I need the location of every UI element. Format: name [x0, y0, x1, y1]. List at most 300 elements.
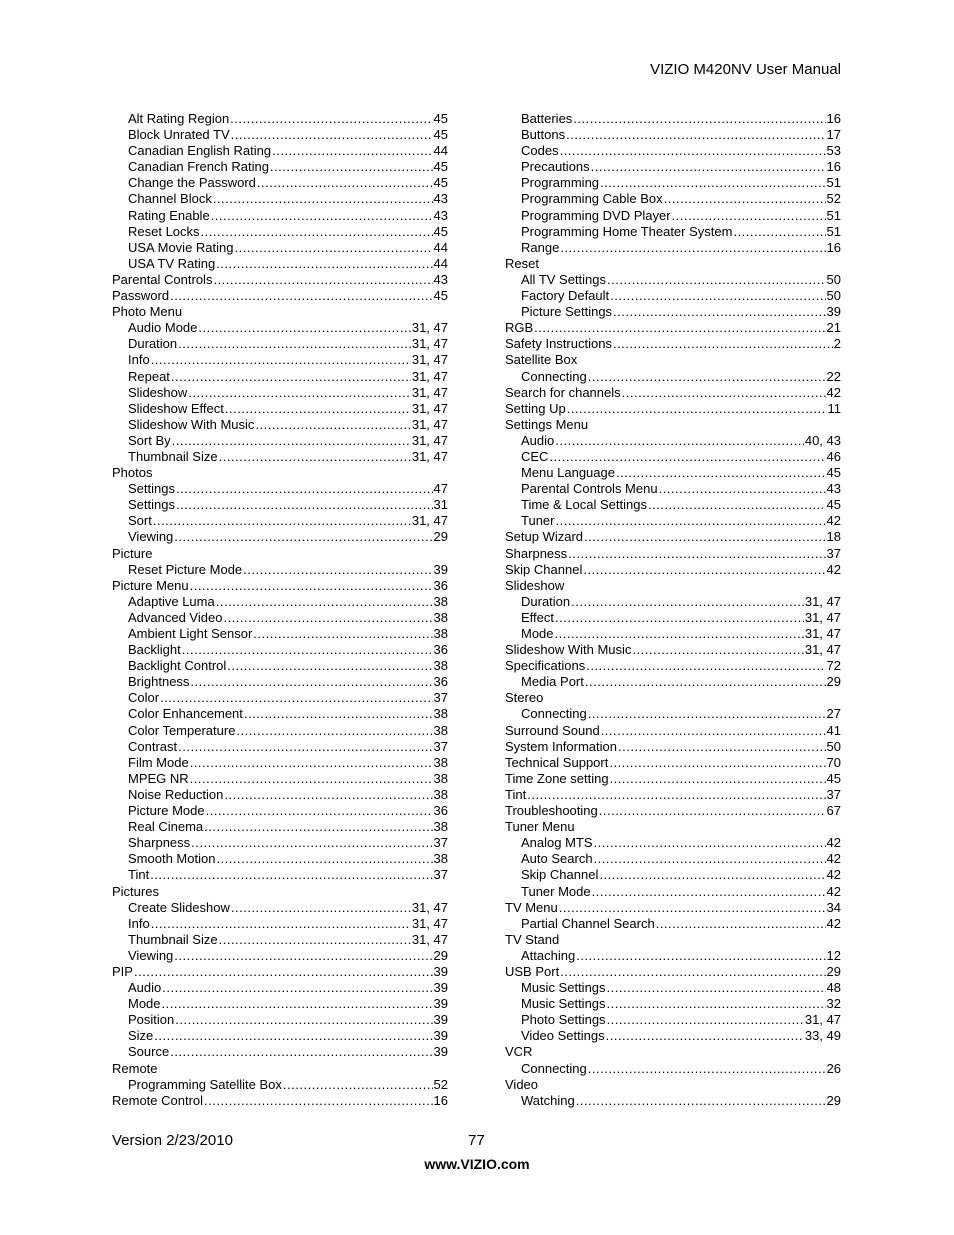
index-subentry [112, 706, 448, 722]
dot-leader [283, 1077, 433, 1093]
index-term: Rating Enable [128, 207, 210, 223]
dot-leader [190, 755, 433, 771]
page-reference: 45 [433, 223, 448, 239]
index-entry [505, 417, 841, 433]
index-subentry [112, 610, 448, 626]
dot-leader [178, 739, 432, 755]
dot-leader [609, 755, 825, 771]
index-subentry [112, 787, 448, 803]
index-term: Block Unrated TV [128, 127, 230, 143]
index-term: All TV Settings [521, 271, 607, 287]
dot-leader [610, 771, 826, 787]
index-entry [505, 642, 841, 658]
page-reference: 31, 47 [804, 642, 841, 658]
dot-leader [567, 401, 827, 417]
page-reference: 38 [433, 706, 448, 722]
index-subentry [112, 594, 448, 610]
index-term: Duration [521, 593, 571, 609]
page-reference: 31, 47 [411, 384, 448, 400]
dot-leader [151, 352, 411, 368]
dot-leader [613, 304, 825, 320]
index-term: Parental Controls Menu [521, 481, 658, 497]
dot-leader [151, 916, 411, 932]
index-entry [505, 385, 841, 401]
index-entry [112, 272, 448, 288]
dot-leader [272, 143, 432, 159]
index-entry [505, 723, 841, 739]
index-subentry [505, 706, 841, 722]
page-reference: 70 [826, 754, 841, 770]
page-reference: 39 [433, 980, 448, 996]
index-term: Tint [128, 867, 150, 883]
page-reference: 50 [826, 738, 841, 754]
index-term: USA Movie Rating [128, 239, 234, 255]
index-subentry [505, 159, 841, 175]
page-reference: 16 [826, 159, 841, 175]
page-reference: 29 [433, 947, 448, 963]
page-reference: 42 [826, 384, 841, 400]
page-reference: 31 [433, 497, 448, 513]
dot-leader [607, 272, 826, 288]
page-reference: 16 [826, 239, 841, 255]
index-entry [505, 755, 841, 771]
dot-leader [198, 320, 410, 336]
page-reference: 51 [826, 223, 841, 239]
website-url: www.VIZIO.com [424, 1156, 530, 1172]
index-term: Sharpness [505, 545, 568, 561]
dot-leader [182, 642, 433, 658]
dot-leader [583, 562, 825, 578]
index-subentry [505, 240, 841, 256]
index-entry [505, 336, 841, 352]
dot-leader [733, 224, 825, 240]
page-reference: 37 [433, 867, 448, 883]
index-subentry [112, 320, 448, 336]
dot-leader [176, 481, 433, 497]
dot-leader [594, 835, 826, 851]
index-subentry [112, 803, 448, 819]
index-term: Stereo [505, 690, 544, 706]
index-subentry [505, 497, 841, 513]
index-term: Thumbnail Size [128, 931, 218, 947]
page-reference: 16 [433, 1092, 448, 1108]
dot-leader [154, 1028, 432, 1044]
index-subentry [112, 191, 448, 207]
page-reference: 31, 47 [411, 432, 448, 448]
index-subentry [112, 996, 448, 1012]
dot-leader [216, 851, 432, 867]
dot-leader [134, 964, 433, 980]
dot-leader [223, 610, 432, 626]
index-subentry [505, 481, 841, 497]
index-term: Video Settings [521, 1028, 605, 1044]
page-reference: 31, 47 [804, 593, 841, 609]
page-reference: 42 [826, 835, 841, 851]
index-subentry [112, 385, 448, 401]
page-reference: 47 [433, 481, 448, 497]
index-subentry [505, 175, 841, 191]
dot-leader [594, 851, 826, 867]
page-reference: 29 [433, 529, 448, 545]
dot-leader [170, 288, 432, 304]
page-reference: 53 [826, 143, 841, 159]
index-entry [112, 546, 448, 562]
index-term: TV Menu [505, 899, 558, 915]
page-reference: 39 [433, 996, 448, 1012]
index-term: Audio [521, 432, 555, 448]
page-reference: 31, 47 [804, 626, 841, 641]
index-term: Mode [521, 626, 554, 641]
index-term: Picture [112, 545, 153, 561]
index-term: Smooth Motion [128, 851, 216, 867]
index-term: Slideshow With Music [505, 642, 632, 658]
index-subentry [112, 835, 448, 851]
dot-leader [648, 497, 826, 513]
index-term: Satellite Box [505, 352, 578, 368]
index-term: Surround Sound [505, 722, 600, 738]
index-term: Change the Password [128, 175, 256, 191]
page-reference: 38 [433, 754, 448, 770]
dot-leader [632, 642, 803, 658]
index-entry [505, 787, 841, 803]
page-reference: 21 [826, 320, 841, 336]
page-reference: 36 [433, 803, 448, 819]
index-term: Alt Rating Region [128, 111, 230, 126]
index-entry [505, 562, 841, 578]
index-term: Size [128, 1028, 154, 1044]
dot-leader [555, 610, 804, 626]
index-entry [505, 352, 841, 368]
index-term: Canadian French Rating [128, 159, 269, 175]
index-subentry [112, 932, 448, 948]
index-subentry [112, 916, 448, 932]
dot-leader [586, 658, 825, 674]
page-reference: 38 [433, 609, 448, 625]
index-term: Advanced Video [128, 609, 223, 625]
dot-leader [559, 900, 826, 916]
index-term: Safety Instructions [505, 336, 612, 352]
dot-leader [257, 175, 433, 191]
index-entry [505, 1077, 841, 1093]
index-subentry [112, 980, 448, 996]
index-term: PIP [112, 963, 133, 979]
dot-leader [610, 288, 825, 304]
index-subentry [505, 594, 841, 610]
dot-leader [188, 385, 411, 401]
dot-leader [568, 546, 825, 562]
dot-leader [211, 208, 433, 224]
index-subentry [112, 690, 448, 706]
index-subentry [505, 884, 841, 900]
page-reference: 22 [826, 368, 841, 384]
page-reference: 38 [433, 593, 448, 609]
index-term: Tuner Menu [505, 819, 575, 835]
index-term: Attaching [521, 947, 576, 963]
page-reference: 31, 47 [411, 400, 448, 416]
index-term: Real Cinema [128, 819, 204, 835]
page-reference: 39 [433, 1044, 448, 1060]
index-subentry [112, 111, 448, 127]
page-reference: 39 [433, 561, 448, 577]
page-reference: 45 [433, 159, 448, 175]
index-term: Programming Satellite Box [128, 1076, 282, 1092]
index-subentry [505, 449, 841, 465]
index-column-right [505, 111, 841, 1109]
index-term: Slideshow [128, 384, 188, 400]
index-term: RGB [505, 320, 534, 336]
index-term: Slideshow With Music [128, 416, 255, 432]
page-reference: 36 [433, 577, 448, 593]
dot-leader [588, 1061, 826, 1077]
index-subentry [505, 996, 841, 1012]
index-entry [505, 819, 841, 835]
index-term: Connecting [521, 368, 587, 384]
index-term: Adaptive Luma [128, 593, 215, 609]
index-term: Video [505, 1076, 539, 1092]
dot-leader [204, 1093, 432, 1109]
index-term: Settings Menu [505, 416, 589, 432]
index-subentry [505, 513, 841, 529]
dot-leader [225, 401, 411, 417]
index-term: Music Settings [521, 980, 606, 996]
index-subentry [505, 610, 841, 626]
index-term: Sort By [128, 432, 171, 448]
page-reference: 31, 47 [411, 416, 448, 432]
index-term: Viewing [128, 529, 174, 545]
dot-leader [227, 658, 432, 674]
dot-leader [664, 191, 826, 207]
index-subentry [505, 980, 841, 996]
index-subentry [112, 369, 448, 385]
index-subentry [112, 1012, 448, 1028]
page-reference: 72 [826, 658, 841, 674]
index-term: Skip Channel [521, 867, 599, 883]
index-term: Reset Picture Mode [128, 561, 243, 577]
dot-leader [243, 562, 432, 578]
dot-leader [571, 594, 804, 610]
index-subentry [112, 497, 448, 513]
index-subentry [112, 771, 448, 787]
dot-leader [224, 787, 432, 803]
index-term: Audio Mode [128, 320, 198, 336]
index-column-left [112, 111, 448, 1109]
index-subentry [112, 256, 448, 272]
index-subentry [112, 159, 448, 175]
page-reference: 38 [433, 626, 448, 641]
index-term: Photos [112, 465, 153, 481]
dot-leader [253, 626, 432, 642]
index-term: Backlight [128, 642, 181, 658]
index-subentry [505, 272, 841, 288]
index-subentry [112, 240, 448, 256]
dot-leader [178, 336, 411, 352]
index-subentry [112, 417, 448, 433]
page-reference: 51 [826, 175, 841, 191]
page-reference: 39 [433, 1012, 448, 1028]
index-entry [112, 304, 448, 320]
dot-leader [244, 706, 433, 722]
index-subentry [112, 175, 448, 191]
index-entry [505, 401, 841, 417]
page-reference: 41 [826, 722, 841, 738]
index-term: Thumbnail Size [128, 448, 218, 464]
index-entry [505, 256, 841, 272]
page-reference: 42 [826, 851, 841, 867]
dot-leader [527, 787, 825, 803]
page-reference: 31, 47 [411, 448, 448, 464]
index-term: Repeat [128, 368, 170, 384]
page-reference: 45 [826, 465, 841, 481]
page-reference: 43 [433, 271, 448, 287]
index-subentry [112, 739, 448, 755]
page-reference: 31, 47 [411, 368, 448, 384]
index-term: MPEG NR [128, 770, 189, 786]
index-entry [112, 465, 448, 481]
index-term: Range [521, 239, 560, 255]
page-reference: 16 [826, 111, 841, 126]
page-reference: 27 [826, 706, 841, 722]
index-entry [505, 529, 841, 545]
dot-leader [576, 948, 825, 964]
index-term: Tuner Mode [521, 883, 591, 899]
index-entry [505, 739, 841, 755]
page-reference: 39 [433, 1028, 448, 1044]
index-term: Photo Settings [521, 1012, 606, 1028]
index-term: Pictures [112, 883, 159, 899]
page-reference: 38 [433, 819, 448, 835]
dot-leader [204, 819, 432, 835]
page-reference: 45 [433, 111, 448, 126]
page-reference: 48 [826, 980, 841, 996]
page-reference: 46 [826, 448, 841, 464]
dot-leader [613, 336, 833, 352]
page-reference: 12 [826, 947, 841, 963]
index-subentry [505, 948, 841, 964]
page-reference: 29 [826, 1092, 841, 1108]
index-term: Reset [505, 255, 539, 271]
dot-leader [175, 1012, 432, 1028]
index-subentry [505, 851, 841, 867]
index-term: Programming Cable Box [521, 191, 663, 207]
dot-leader [588, 706, 826, 722]
dot-leader [172, 433, 411, 449]
page-reference: 45 [826, 770, 841, 786]
index-term: Noise Reduction [128, 786, 224, 802]
index-term: USA TV Rating [128, 255, 216, 271]
page-reference: 45 [433, 127, 448, 143]
page-reference: 44 [433, 143, 448, 159]
page-reference: 67 [826, 803, 841, 819]
index-subentry [112, 851, 448, 867]
index-term: Skip Channel [505, 561, 583, 577]
index-subentry [505, 143, 841, 159]
dot-leader [190, 578, 433, 594]
dot-leader [599, 803, 826, 819]
index-subentry [112, 819, 448, 835]
index-subentry [112, 1044, 448, 1060]
page-reference: 39 [826, 304, 841, 320]
dot-leader [618, 739, 826, 755]
index-subentry [112, 723, 448, 739]
page-reference: 42 [826, 867, 841, 883]
index-term: Viewing [128, 947, 174, 963]
page-reference: 31, 47 [804, 1012, 841, 1028]
index-entry [505, 320, 841, 336]
index-term: Info [128, 352, 150, 368]
page-reference: 37 [433, 690, 448, 706]
index-term: Buttons [521, 127, 566, 143]
dot-leader [206, 803, 433, 819]
page-reference: 11 [827, 400, 841, 416]
page-reference: 37 [433, 835, 448, 851]
page-reference: 18 [826, 529, 841, 545]
index-subentry [112, 513, 448, 529]
index-term: Media Port [521, 674, 584, 690]
page-reference: 2 [833, 336, 841, 352]
dot-leader [607, 996, 826, 1012]
dot-leader [190, 771, 433, 787]
index-term: Tint [505, 786, 527, 802]
dot-leader [150, 867, 432, 883]
index-term: Technical Support [505, 754, 609, 770]
index-term: TV Stand [505, 931, 560, 947]
page-reference: 31, 47 [411, 899, 448, 915]
page-reference: 31, 47 [411, 513, 448, 529]
dot-leader [555, 626, 804, 642]
index-term: Sharpness [128, 835, 191, 851]
index-entry [505, 1044, 841, 1060]
dot-leader [191, 835, 432, 851]
dot-leader [235, 240, 433, 256]
index-subentry [112, 449, 448, 465]
page-reference: 31, 47 [411, 336, 448, 352]
index-term: Settings [128, 497, 175, 513]
index-term: Source [128, 1044, 170, 1060]
dot-leader [270, 159, 433, 175]
page-reference: 43 [433, 191, 448, 207]
index-term: Sort [128, 513, 152, 529]
page-reference: 32 [826, 996, 841, 1012]
index-term: Setup Wizard [505, 529, 584, 545]
index-subentry [505, 208, 841, 224]
dot-leader [190, 674, 432, 690]
index-term: Color Temperature [128, 722, 236, 738]
index-term: Search for channels [505, 384, 621, 400]
version-label: Version 2/23/2010 [112, 1132, 233, 1149]
index-term: Audio [128, 980, 162, 996]
index-term: Menu Language [521, 465, 615, 481]
index-subentry [112, 401, 448, 417]
dot-leader [607, 980, 826, 996]
index-term: Password [112, 288, 170, 304]
dot-leader [213, 272, 432, 288]
index-term: Film Mode [128, 754, 189, 770]
index-subentry [505, 1012, 841, 1028]
index-entry [505, 771, 841, 787]
index-term: Slideshow [505, 577, 565, 593]
index-term: Color [128, 690, 160, 706]
dot-leader [606, 1028, 804, 1044]
page-reference: 43 [433, 207, 448, 223]
dot-leader [219, 932, 411, 948]
index-subentry [112, 127, 448, 143]
index-subentry [112, 642, 448, 658]
index-term: Auto Search [521, 851, 593, 867]
page-reference: 44 [433, 255, 448, 271]
index-subentry [505, 1093, 841, 1109]
dot-leader [534, 320, 825, 336]
index-entry [505, 658, 841, 674]
